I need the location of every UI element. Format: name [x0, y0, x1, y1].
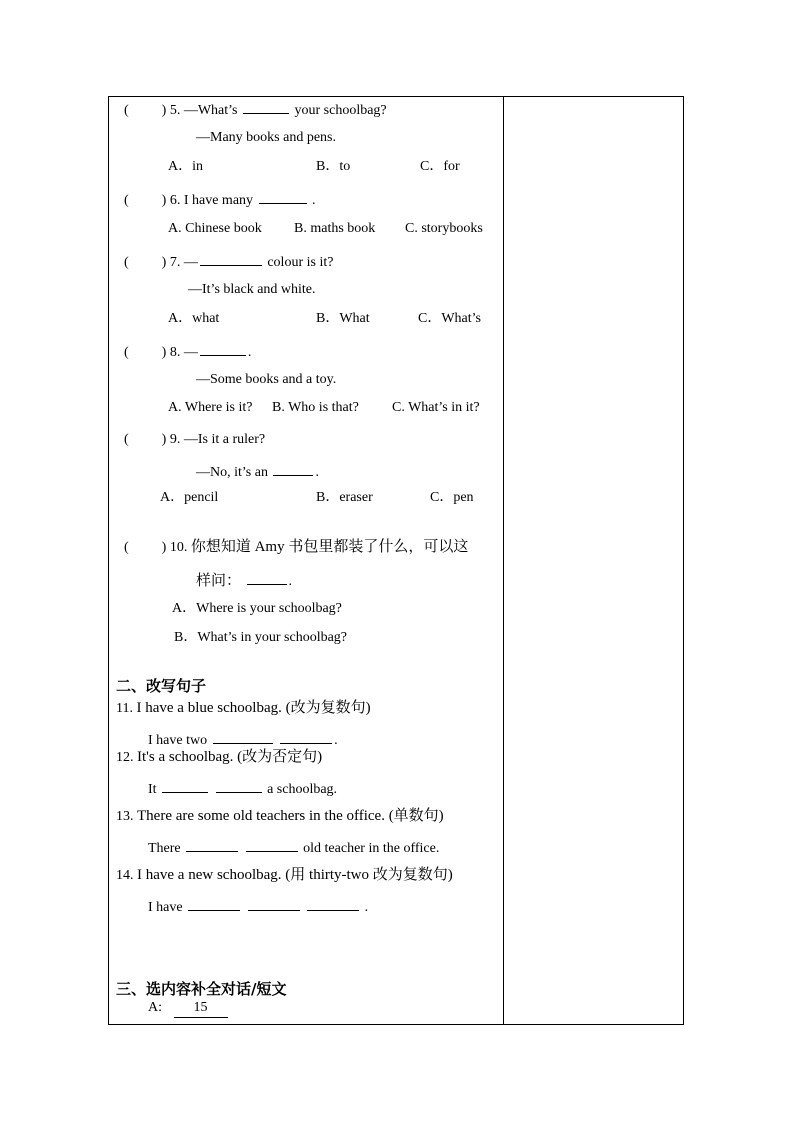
question-8-option-c: C. What’s in it? — [392, 400, 480, 415]
question-10-option-b: B．What’s in your schoolbag? — [174, 630, 348, 645]
fill-blank[interactable] — [200, 341, 246, 356]
reply-end: . — [315, 465, 319, 480]
fill-blank[interactable] — [280, 729, 332, 744]
question-number: 10. — [169, 540, 188, 555]
rewrite-item-11 — [116, 699, 371, 718]
question-5-reply: —Many books and pens. — [196, 130, 336, 145]
question-stem-end: . — [288, 574, 293, 589]
answer-lead: There — [148, 841, 181, 856]
question-stem-end: your schoolbag? — [294, 103, 387, 118]
rewrite-item-12 — [116, 748, 322, 767]
rewrite-answer-12 — [148, 778, 337, 799]
question-stem: — — [183, 255, 198, 270]
rewrite-answer-14 — [148, 896, 368, 917]
answer-paren-left: ( — [124, 103, 129, 118]
question-stem: —Is it a ruler? — [183, 432, 266, 447]
question-stem-end: . — [247, 345, 252, 360]
speaker-label: A: — [148, 1000, 162, 1015]
answer-paren-right: ) — [161, 432, 167, 447]
fill-blank[interactable] — [213, 729, 273, 744]
answer-end: . — [334, 733, 338, 748]
question-8-reply: —Some books and a toy. — [196, 372, 337, 387]
question-5-option-c: C．for — [420, 159, 460, 174]
item-number: 11. — [116, 701, 133, 716]
fill-blank[interactable] — [273, 461, 313, 476]
question-stem: —What’s — [183, 103, 238, 118]
table-column-divider — [503, 96, 504, 1025]
question-stem-line2: 样问： — [196, 573, 242, 589]
question-7-option-b: B．What — [316, 311, 370, 326]
fill-blank[interactable] — [307, 896, 359, 911]
dialogue-blank-15[interactable]: 15 — [174, 999, 228, 1018]
question-9-option-b: B．eraser — [316, 490, 373, 505]
item-number: 13. — [116, 809, 134, 824]
question-7-option-a: A．what — [168, 311, 220, 326]
question-8-option-a: A. Where is it? — [168, 400, 253, 415]
question-8-option-b: B. Who is that? — [272, 400, 359, 415]
answer-paren-right: ) — [161, 540, 167, 555]
section-2-heading: 二、改写句子 — [116, 677, 207, 695]
answer-paren-left: ( — [124, 540, 129, 555]
fill-blank[interactable] — [188, 896, 240, 911]
dialogue-line-a — [148, 999, 228, 1018]
answer-lead: It — [148, 782, 157, 797]
question-stem: 你想知道 Amy 书包里都装了什么，可以这 — [190, 539, 469, 555]
answer-paren-right: ) — [161, 193, 167, 208]
question-7-reply: —It’s black and white. — [188, 282, 316, 297]
answer-lead: I have — [148, 900, 183, 915]
question-9-option-c: C．pen — [430, 490, 474, 505]
answer-paren-right: ) — [161, 345, 167, 360]
section-3-heading: 三、选内容补全对话/短文 — [116, 980, 287, 998]
reply-text: —No, it’s an — [196, 465, 268, 480]
item-number: 14. — [116, 868, 134, 883]
fill-blank[interactable] — [162, 778, 208, 793]
question-number: 7. — [169, 255, 181, 270]
rewrite-answer-11 — [148, 729, 338, 750]
question-stem-end: . — [312, 193, 316, 208]
question-10 — [124, 538, 468, 557]
question-7 — [124, 251, 333, 272]
question-7-option-c: C．What’s — [418, 311, 481, 326]
question-number: 8. — [169, 345, 181, 360]
fill-blank[interactable] — [248, 896, 300, 911]
question-5-option-a: A．in — [168, 159, 203, 174]
answer-paren-left: ( — [124, 255, 129, 270]
question-number: 5. — [169, 103, 181, 118]
fill-blank[interactable] — [246, 837, 298, 852]
answer-paren-left: ( — [124, 432, 129, 447]
answer-paren-left: ( — [124, 193, 129, 208]
answer-rest: old teacher in the office. — [303, 841, 440, 856]
fill-blank[interactable] — [259, 189, 307, 204]
answer-paren-right: ) — [161, 103, 167, 118]
question-number: 9. — [169, 432, 181, 447]
item-text: I have a blue schoolbag. (改为复数句) — [136, 700, 371, 716]
rewrite-item-13 — [116, 807, 444, 826]
fill-blank[interactable] — [186, 837, 238, 852]
answer-rest: a schoolbag. — [267, 782, 338, 797]
question-6 — [124, 189, 316, 210]
rewrite-item-14 — [116, 866, 453, 885]
fill-blank[interactable] — [243, 99, 289, 114]
question-5 — [124, 99, 387, 120]
question-6-option-c: C. storybooks — [405, 221, 483, 236]
question-number: 6. — [169, 193, 181, 208]
question-5-option-b: B．to — [316, 159, 351, 174]
fill-blank[interactable] — [216, 778, 262, 793]
item-text: I have a new schoolbag. (用 thirty-two 改为复数句) — [137, 867, 453, 883]
question-stem-end: colour is it? — [267, 255, 334, 270]
question-9 — [124, 431, 265, 449]
item-text: There are some old teachers in the office. (单数句) — [137, 808, 444, 824]
fill-blank[interactable] — [247, 570, 287, 585]
item-number: 12. — [116, 750, 134, 765]
item-text: It's a schoolbag. (改为否定句) — [137, 749, 323, 765]
question-10-line2 — [196, 570, 292, 591]
answer-paren-left: ( — [124, 345, 129, 360]
question-6-option-b: B. maths book — [294, 221, 376, 236]
answer-paren-right: ) — [161, 255, 167, 270]
answer-lead: I have two — [148, 733, 208, 748]
question-9-reply — [196, 461, 319, 482]
fill-blank[interactable] — [200, 251, 262, 266]
question-8 — [124, 341, 251, 362]
question-stem: I have many — [183, 193, 254, 208]
question-stem: — — [183, 345, 198, 360]
question-10-option-a: A．Where is your schoolbag? — [172, 601, 342, 616]
rewrite-answer-13 — [148, 837, 439, 858]
question-6-option-a: A. Chinese book — [168, 221, 262, 236]
answer-end: . — [364, 900, 369, 915]
question-9-option-a: A．pencil — [160, 490, 219, 505]
